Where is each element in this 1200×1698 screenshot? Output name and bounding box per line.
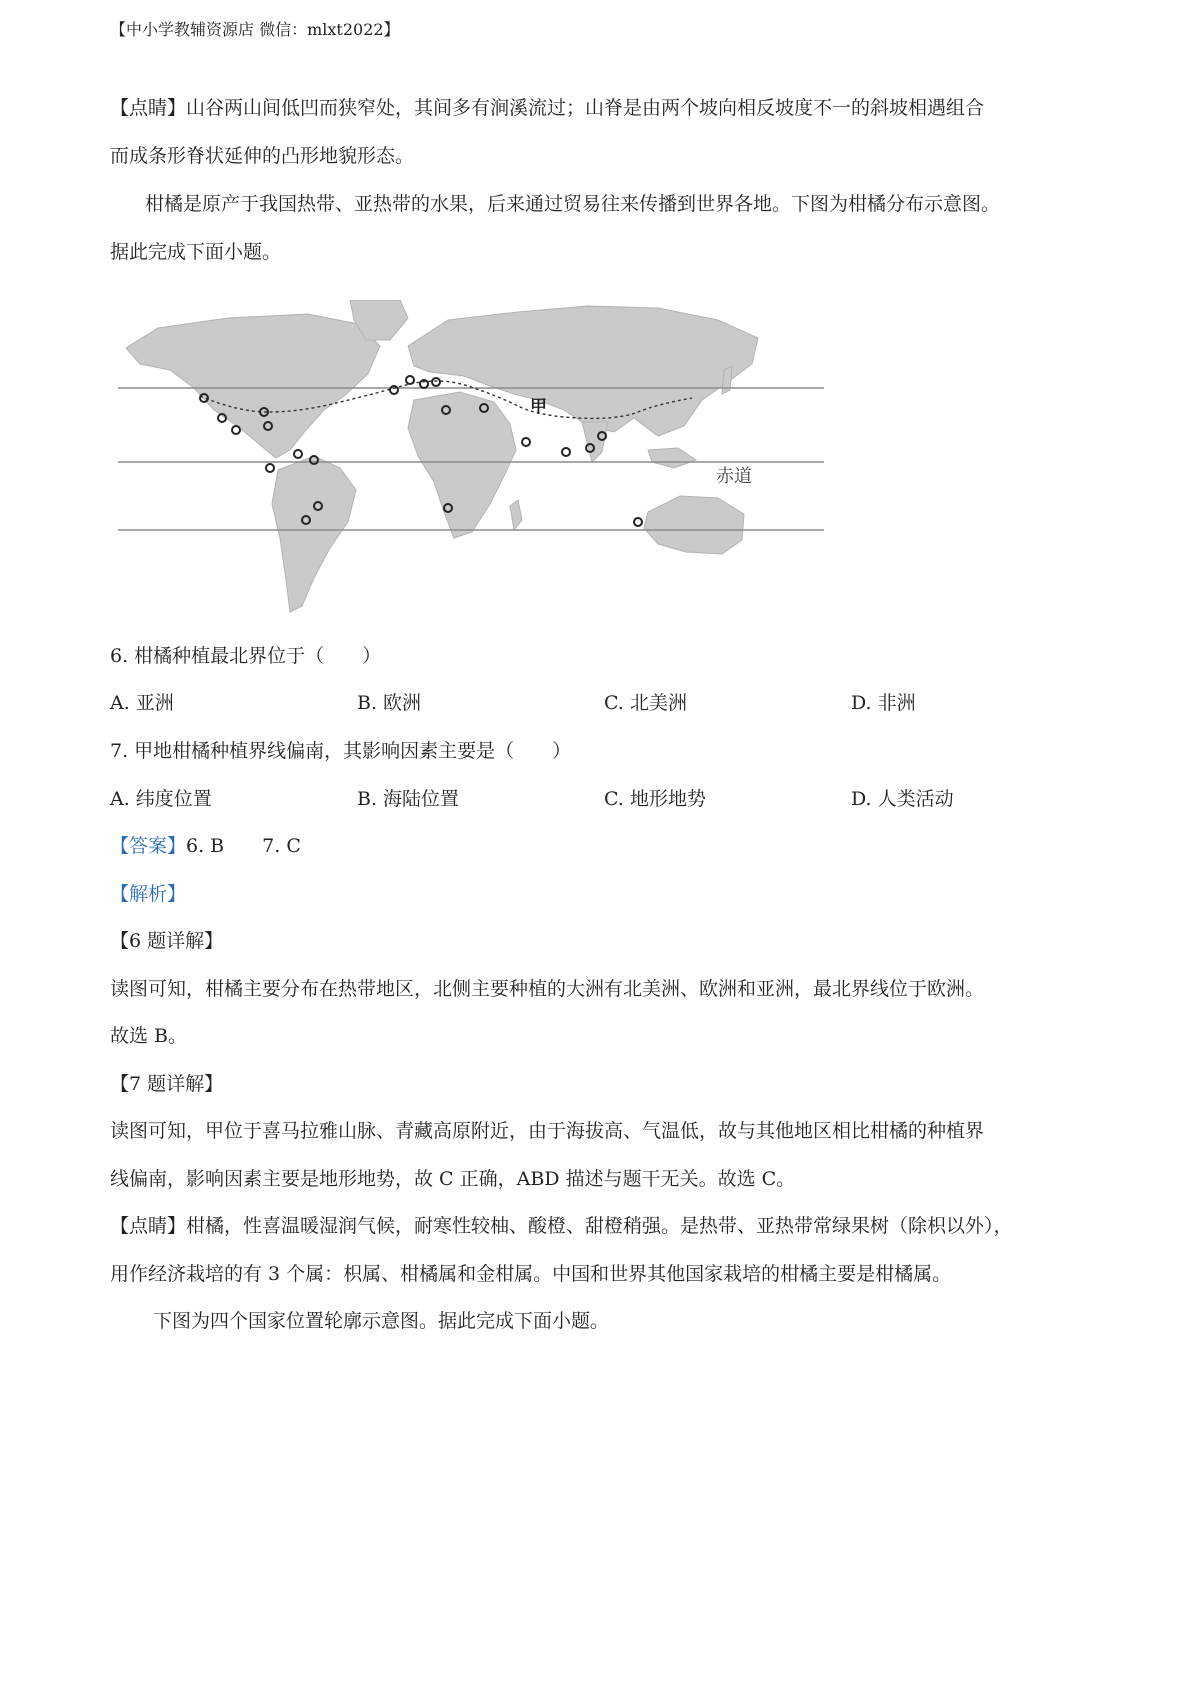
q7-stem: 7. 甲地柑橘种植界线偏南，其影响因素主要是（ ） bbox=[110, 740, 572, 762]
q7-detail-line-2: 线偏南，影响因素主要是地形地势，故 C 正确，ABD 描述与题干无关。故选 C。 bbox=[110, 1168, 796, 1190]
q7-detail-line-1: 读图可知，甲位于喜马拉雅山脉、青藏高原附近，由于海拔高、气温低，故与其他地区相比柑橘的种植界 bbox=[110, 1120, 985, 1142]
q7-option-c: C. 地形地势 bbox=[604, 788, 706, 810]
q7-option-a: A. 纬度位置 bbox=[110, 788, 212, 810]
tip2-line-2: 用作经济栽培的有 3 个属：枳属、柑橘属和金柑属。中国和世界其他国家栽培的柑橘主要是柑橘属。 bbox=[110, 1263, 952, 1285]
citrus-distribution-map bbox=[118, 300, 824, 622]
q6-option-a: A. 亚洲 bbox=[110, 692, 174, 714]
analysis-label: 【解析】 bbox=[110, 883, 187, 905]
tip-line-2: 而成条形脊状延伸的凸形地貌形态。 bbox=[110, 145, 415, 167]
q6-option-d: D. 非洲 bbox=[851, 692, 916, 714]
q6-stem: 6. 柑橘种植最北界位于（ ） bbox=[110, 645, 382, 667]
intro-line-2: 据此完成下面小题。 bbox=[110, 241, 282, 263]
source-header: 【中小学教辅资源店 微信：mlxt2022】 bbox=[110, 20, 400, 39]
q6-detail-line-1: 读图可知，柑橘主要分布在热带地区，北侧主要种植的大洲有北美洲、欧洲和亚洲，最北界线位于欧洲。 bbox=[110, 978, 985, 1000]
q6-detail-title: 【6 题详解】 bbox=[110, 930, 224, 952]
q7-detail-title: 【7 题详解】 bbox=[110, 1073, 224, 1095]
q7-option-d: D. 人类活动 bbox=[851, 788, 954, 810]
q6-option-b: B. 欧洲 bbox=[357, 692, 422, 714]
jia-label: 甲 bbox=[530, 397, 547, 417]
q6-detail-line-2: 故选 B。 bbox=[110, 1025, 188, 1047]
equator-label: 赤道 bbox=[716, 466, 752, 487]
tip-line-1: 【点睛】山谷两山间低凹而狭窄处，其间多有涧溪流过；山脊是由两个坡向相反坡度不一的斜坡相遇组合 bbox=[110, 97, 985, 119]
intro-line-1: 柑橘是原产于我国热带、亚热带的水果，后来通过贸易往来传播到世界各地。下图为柑橘分布示意图。 bbox=[145, 193, 1001, 215]
q6-option-c: C. 北美洲 bbox=[604, 692, 687, 714]
answer-line bbox=[110, 834, 301, 858]
tip2-line-1: 【点睛】柑橘，性喜温暖湿润气候，耐寒性较柚、酸橙、甜橙稍强。是热带、亚热带常绿果树（除枳以外）， bbox=[110, 1215, 1013, 1237]
answer-value: 6. B 7. C bbox=[186, 835, 301, 857]
answer-label: 【答案】 bbox=[110, 835, 187, 857]
intro-line-3: 下图为四个国家位置轮廓示意图。据此完成下面小题。 bbox=[153, 1310, 610, 1332]
q7-option-b: B. 海陆位置 bbox=[357, 788, 460, 810]
